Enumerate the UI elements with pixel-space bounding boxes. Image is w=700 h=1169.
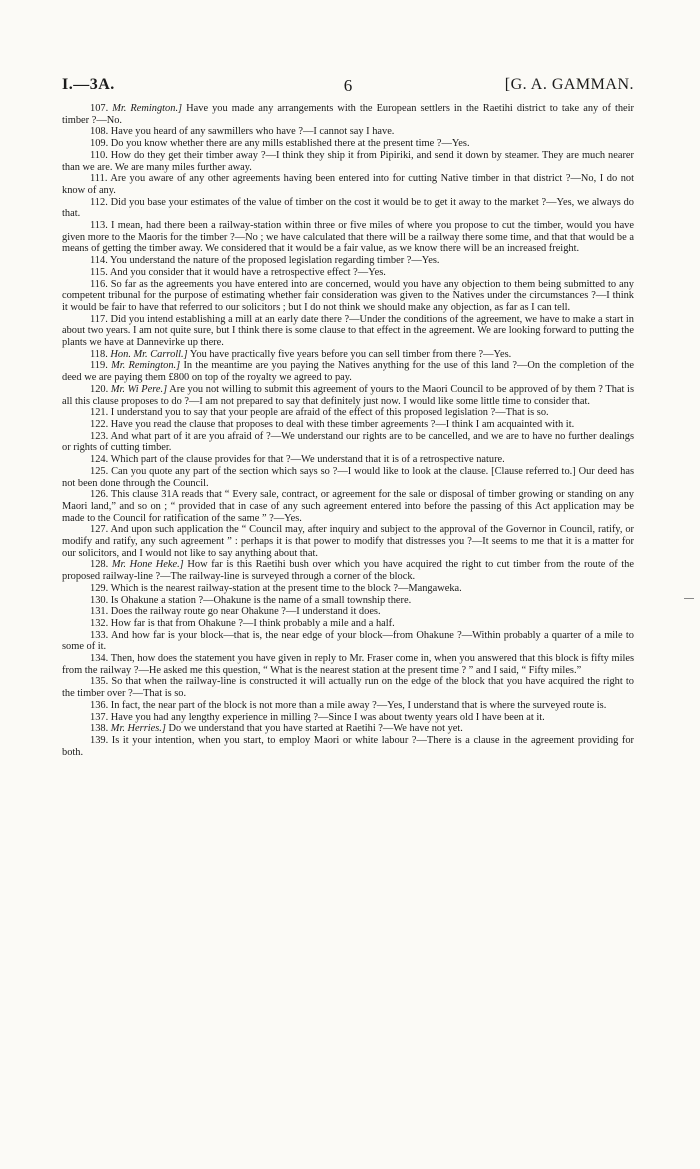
testimony-paragraph bbox=[62, 524, 634, 559]
testimony-text: Does the railway route go near Ohakune ?—I understand it does. bbox=[108, 606, 381, 618]
testimony-text: Which part of the clause provides for that ?—We understand that it is of a retrospective nature. bbox=[108, 454, 505, 466]
question-number: 107. bbox=[90, 103, 109, 114]
question-number: 127. bbox=[90, 524, 109, 536]
testimony-text: Have you had any lengthy experience in milling ?—Since I was about twenty years old I have been at it. bbox=[108, 711, 545, 723]
question-number: 136. bbox=[90, 699, 109, 711]
testimony-paragraph bbox=[62, 150, 634, 173]
question-number: 120. bbox=[90, 383, 109, 395]
testimony-text: You understand the nature of the proposed legislation regarding timber ?—Yes. bbox=[107, 255, 440, 267]
question-number: 109. bbox=[90, 138, 109, 150]
testimony-paragraph bbox=[62, 454, 634, 466]
testimony-text: So far as the agreements you have entered into are concerned, would you have any objection to them being submitted to any competent tribunal for the purpose of estimating whether fair consideration was given to the Natives under the circumstances ?—I think it would be fair to have that referred to our solicitors ; but I do not think we should make any objection, as far as I can tell. bbox=[62, 278, 634, 313]
testimony-paragraph bbox=[62, 583, 634, 595]
testimony-paragraph bbox=[62, 676, 634, 699]
testimony-text: Are you not willing to submit this agreement of yours to the Maori Council to be approved of by them ? That is all this clause proposes to do ?—I am not prepared to say that definitely just now. I would like some little time to consider that. bbox=[62, 383, 634, 407]
witness-name: [G. A. GAMMAN. bbox=[504, 76, 634, 93]
testimony-paragraph bbox=[62, 103, 634, 126]
testimony-paragraph bbox=[62, 267, 634, 279]
speaker-name: Mr. Herries.] bbox=[110, 723, 166, 735]
testimony-text: Have you made any arrangements with the European settlers in the Raetihi district to take any of their timber ?—No. bbox=[62, 103, 634, 126]
question-number: 138. bbox=[90, 723, 109, 735]
margin-mark bbox=[684, 598, 694, 599]
testimony-paragraph bbox=[62, 489, 634, 524]
testimony-text: Did you intend establishing a mill at an early date there ?—Under the conditions of the agreement, we have to make a start in about two years. I am not quite sure, but I think there is some clause to that effect in the agreement. We are looking forward to putting the plants we have at Dannevirke up there. bbox=[62, 313, 634, 349]
testimony-paragraph bbox=[62, 407, 634, 419]
testimony-paragraph bbox=[62, 431, 634, 454]
testimony-text: Then, how does the statement you have given in reply to Mr. Fraser come in, when you answered that this block is fifty miles from the railway ?—He asked me this question, “ What is the nearest station at the present time ? ” and I said, “ Fifty miles.” bbox=[62, 653, 634, 676]
testimony-paragraph bbox=[62, 466, 634, 489]
page-number: 6 bbox=[343, 76, 353, 95]
speaker-name: Mr. Remington.] bbox=[111, 360, 181, 372]
testimony-paragraph bbox=[62, 595, 634, 607]
testimony-text: Which is the nearest railway-station at the present time to the block ?—Mangaweka. bbox=[108, 582, 462, 594]
testimony-text: And upon such application the “ Council may, after inquiry and subject to the approval of the Governor in Council, ratify, or modify and ratify, any such agreement ” : perhaps it is that power to modify that distresses you ?—It seems to me that it is a matter for our solicitors, and I would not like to say anything about that. bbox=[62, 524, 634, 559]
testimony-paragraph bbox=[62, 735, 634, 758]
testimony-text: Do we understand that you have started at Raetihi ?—We have not yet. bbox=[165, 723, 463, 735]
question-number: 111. bbox=[90, 173, 108, 185]
question-number: 117. bbox=[90, 313, 108, 325]
question-number: 115. bbox=[90, 266, 108, 278]
testimony-paragraph bbox=[62, 349, 634, 361]
testimony-paragraph bbox=[62, 360, 634, 383]
testimony-paragraph bbox=[62, 630, 634, 653]
question-number: 134. bbox=[90, 653, 109, 665]
testimony-text: And how far is your block—that is, the near edge of your block—from Ohakune ?—Within probably a quarter of a mile to some of it. bbox=[62, 629, 634, 653]
question-number: 110. bbox=[90, 149, 108, 161]
testimony-paragraph bbox=[62, 712, 634, 724]
testimony-paragraph bbox=[62, 559, 634, 582]
testimony-text: You have practically five years before you can sell timber from there ?—Yes. bbox=[187, 348, 512, 360]
question-number: 114. bbox=[90, 255, 108, 267]
speaker-name: Mr. Wi Pere.] bbox=[110, 383, 168, 395]
testimony-text: In the meantime are you paying the Natives anything for the use of this land ?—On the completion of the deed we are paying them £800 on top of the royalty we agreed to pay. bbox=[62, 360, 634, 384]
question-number: 121. bbox=[90, 407, 109, 419]
testimony-text: Do you know whether there are any mills established there at the present time ?—Yes. bbox=[108, 138, 470, 150]
testimony-text: Are you aware of any other agreements having been entered into for cutting Native timber in that district ?—No, I do not know of any. bbox=[62, 173, 634, 196]
question-number: 122. bbox=[90, 418, 109, 430]
testimony-text: How far is that from Ohakune ?—I think probably a mile and a half. bbox=[108, 617, 395, 629]
speaker-name: Hon. Mr. Carroll.] bbox=[110, 348, 188, 360]
question-number: 113. bbox=[90, 220, 108, 232]
testimony-text: Have you heard of any sawmillers who have ?—I cannot say I have. bbox=[108, 126, 395, 138]
question-number: 135. bbox=[90, 676, 109, 688]
testimony-paragraph bbox=[62, 138, 634, 150]
question-number: 116. bbox=[90, 278, 108, 290]
testimony-paragraph bbox=[62, 279, 634, 314]
question-number: 112. bbox=[90, 196, 108, 208]
testimony-paragraph bbox=[62, 606, 634, 618]
testimony-text: I mean, had there been a railway-station within three or five miles of where you propose to cut the timber, would you have given more to the Maoris for the timber ?—No ; we have calculated that there will be a railway there some time, and that that would be a means of getting the timber away. We considered that it would be a fair value, as we know there will be an increased freight. bbox=[62, 220, 634, 255]
document-body bbox=[62, 103, 634, 758]
question-number: 131. bbox=[90, 606, 109, 618]
testimony-text: Is Ohakune a station ?—Ohakune is the name of a small township there. bbox=[108, 594, 412, 606]
testimony-paragraph bbox=[62, 173, 634, 196]
question-number: 132. bbox=[90, 617, 109, 629]
question-number: 137. bbox=[90, 711, 109, 723]
testimony-paragraph bbox=[62, 700, 634, 712]
testimony-text: How far is this Raetihi bush over which you have acquired the right to cut timber from the route of the proposed railway-line ?—The railway-line is surveyed through a corner of the block. bbox=[62, 559, 634, 583]
testimony-text: Is it your intention, when you start, to employ Maori or white labour ?—There is a clause in the agreement providing for both. bbox=[62, 734, 634, 758]
testimony-text: Can you quote any part of the section which says so ?—I would like to look at the clause. [Clause referred to.] Our deed has not been done through the Council. bbox=[62, 465, 634, 489]
question-number: 119. bbox=[90, 360, 108, 372]
document-reference: I.—3A. bbox=[62, 76, 115, 93]
testimony-paragraph bbox=[62, 220, 634, 255]
testimony-text: This clause 31A reads that “ Every sale, contract, or agreement for the sale or disposal of timber growing or standing on any Maori land,” and so on ; “ provided that in case of any such agreement entered into before the passing of this Act application may be made to the Council for ratification of the same ” ?—Yes. bbox=[62, 489, 634, 524]
question-number: 118. bbox=[90, 348, 108, 360]
question-number: 108. bbox=[90, 126, 109, 138]
question-number: 139. bbox=[90, 734, 109, 746]
testimony-paragraph bbox=[62, 197, 634, 220]
testimony-text: I understand you to say that your people are afraid of the effect of this proposed legislation ?—That is so. bbox=[108, 407, 549, 419]
question-number: 133. bbox=[90, 629, 109, 641]
page-header bbox=[62, 76, 634, 96]
testimony-text: And you consider that it would have a retrospective effect ?—Yes. bbox=[107, 266, 386, 278]
speaker-name: Mr. Hone Heke.] bbox=[111, 559, 184, 571]
testimony-text: Have you read the clause that proposes to deal with these timber agreements ?—I think I am acquainted with it. bbox=[108, 418, 575, 430]
question-number: 125. bbox=[90, 465, 109, 477]
testimony-text: So that when the railway-line is constructed it will actually run on the edge of the block that you have acquired the right to the timber over ?—That is so. bbox=[62, 676, 634, 700]
testimony-paragraph bbox=[62, 653, 634, 676]
question-number: 130. bbox=[90, 594, 109, 606]
question-number: 126. bbox=[90, 489, 109, 501]
speaker-name: Mr. Remington.] bbox=[112, 103, 183, 114]
testimony-paragraph bbox=[62, 618, 634, 630]
question-number: 124. bbox=[90, 454, 109, 466]
testimony-paragraph bbox=[62, 419, 634, 431]
testimony-text: And what part of it are you afraid of ?—We understand our rights are to be cancelled, and we are to have no further dealings or rights of cutting timber. bbox=[62, 430, 634, 454]
question-number: 129. bbox=[90, 582, 109, 594]
testimony-text: Did you base your estimates of the value of timber on the cost it would be to get it away to the market ?—Yes, we always do that. bbox=[62, 196, 634, 220]
testimony-text: In fact, the near part of the block is not more than a mile away ?—Yes, I understand that is where the surveyed route is. bbox=[108, 699, 607, 711]
testimony-text: How do they get their timber away ?—I think they ship it from Pipiriki, and send it down by steamer. They are much nearer than we are. We are many miles further away. bbox=[62, 149, 634, 173]
testimony-paragraph bbox=[62, 126, 634, 138]
testimony-paragraph bbox=[62, 255, 634, 267]
question-number: 123. bbox=[90, 430, 109, 442]
question-number: 128. bbox=[90, 559, 109, 571]
testimony-paragraph bbox=[62, 314, 634, 349]
testimony-paragraph bbox=[62, 384, 634, 407]
testimony-paragraph bbox=[62, 723, 634, 735]
